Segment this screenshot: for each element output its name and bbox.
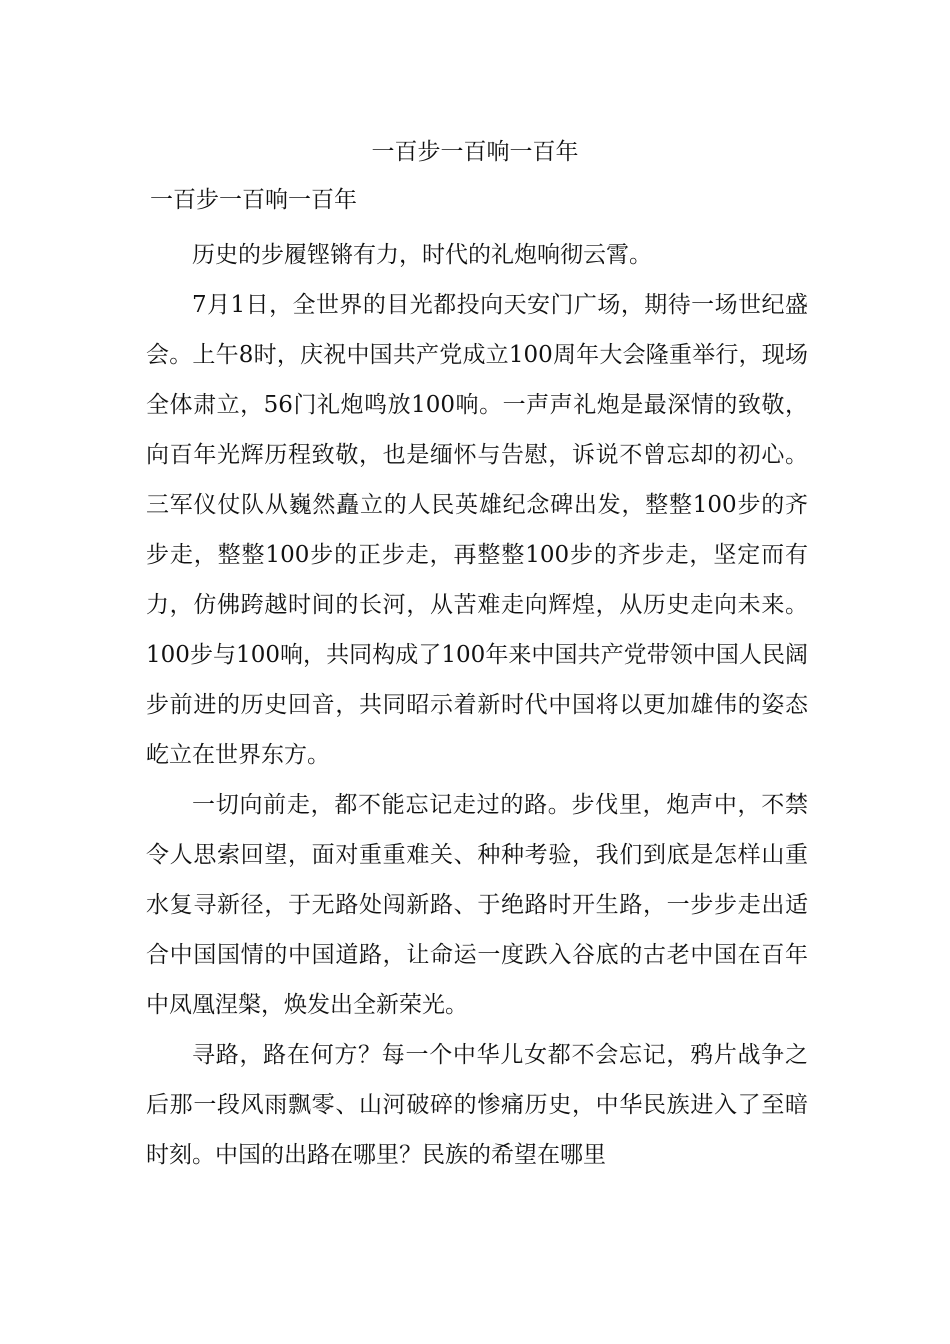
paragraph-3: 一切向前走，都不能忘记走过的路。步伐里，炮声中，不禁令人思索回望，面对重重难关、种种考验，我们到底是怎样山重水复寻新径，于无路处闯新路、于绝路时开生路，一步步走出适合中国国情的中国道路，让命运一度跌入谷底的古老中国在百年中凤凰涅槃，焕发出全新荣光。 — [146, 792, 808, 1018]
paragraph-4: 寻路，路在何方？每一个中华儿女都不会忘记，鸦片战争之后那一段风雨飘零、山河破碎的惨痛历史，中华民族进入了至暗时刻。中国的出路在哪里？民族的希望在哪里 — [146, 1042, 808, 1168]
paragraph-2: 7月1日，全世界的目光都投向天安门广场，期待一场世纪盛会。上午8时，庆祝中国共产党成立100周年大会隆重举行，现场全体肃立，56门礼炮鸣放100响。一声声礼炮是最深情的致敬，向百年光辉历程致敬，也是缅怀与告慰，诉说不曾忘却的初心。三军仪仗队从巍然矗立的人民英雄纪念碑出发，整整100步的齐步走，整整100步的正步走，再整整100步的齐步走，坚定而有力，仿佛跨越时间的长河，从苦难走向辉煌，从历史走向未来。100步与100响，共同构成了100年来中国共产党带领中国人民阔步前进的历史回音，共同昭示着新时代中国将以更加雄伟的姿态屹立在世界东方。 — [146, 292, 808, 768]
document-subtitle: 一百步一百响一百年 — [150, 187, 357, 213]
paragraph-1: 历史的步履铿锵有力，时代的礼炮响彻云霄。 — [192, 242, 652, 268]
document-title: 一百步一百响一百年 — [371, 139, 579, 165]
document-body — [146, 230, 808, 1180]
